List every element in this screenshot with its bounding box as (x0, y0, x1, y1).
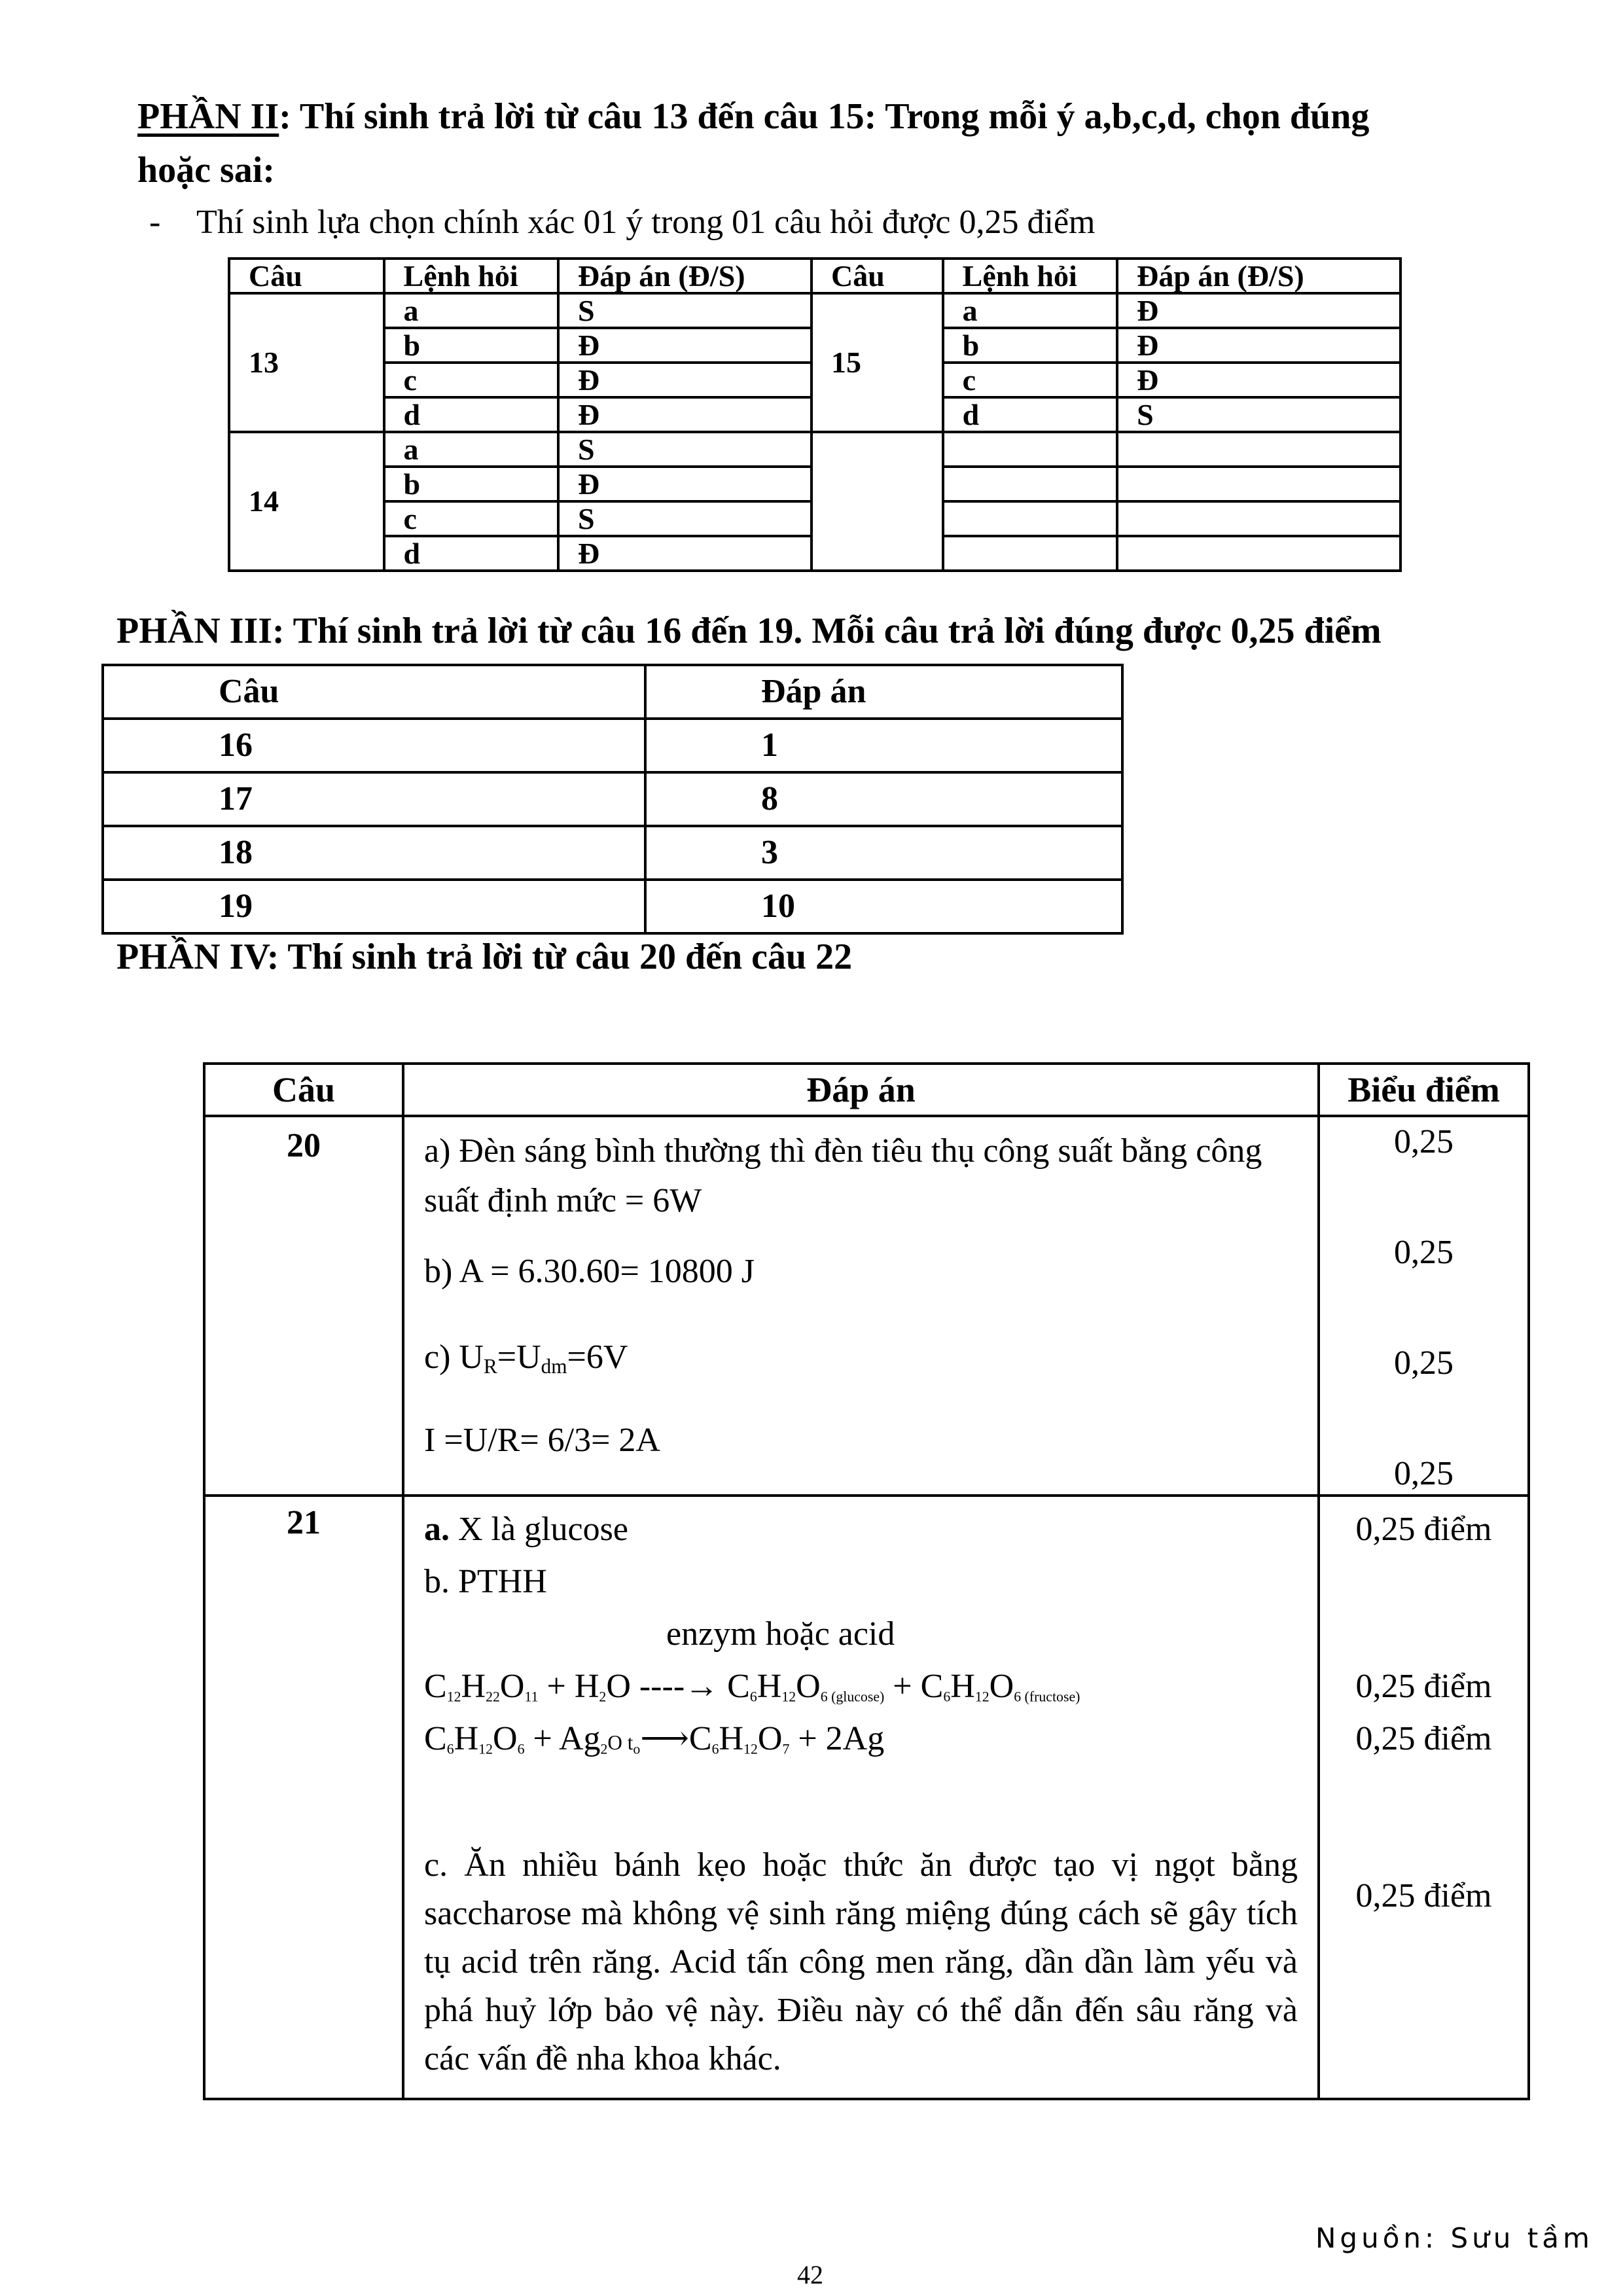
empty-cell (943, 536, 1117, 571)
part2-answer-table (228, 257, 1402, 572)
q20-part-b: b) A = 6.30.60= 10800 J (424, 1253, 755, 1290)
answer-cell: 3 (645, 826, 1122, 880)
header-cell: Biểu điểm (1319, 1064, 1529, 1116)
empty-cell (943, 432, 1117, 467)
equation-2 (424, 1713, 1298, 1769)
answer-cell: Đ (1117, 363, 1400, 397)
item-cell: a (384, 432, 558, 467)
t: H (950, 1668, 975, 1705)
empty-cell (943, 467, 1117, 501)
q20-part-c (424, 1338, 1298, 1376)
sub: 6 (446, 1741, 454, 1757)
question-number: 20 (204, 1116, 403, 1496)
page-number: 42 (797, 2260, 823, 2289)
t: H (461, 1668, 486, 1705)
t: O (499, 1668, 525, 1705)
answer-cell: Đ (558, 363, 812, 397)
sub: 22 (486, 1689, 500, 1705)
sub: o (633, 1741, 641, 1757)
score: 0,25 điểm (1355, 1720, 1492, 1757)
part3-answer-table (101, 664, 1124, 935)
answer-cell (403, 1496, 1319, 2099)
text: =U (497, 1338, 541, 1376)
sub: 6 (943, 1689, 951, 1705)
t: H (719, 1720, 744, 1757)
part2-label: PHẦN II (137, 96, 279, 137)
q21-part-b: b. PTHH (424, 1563, 547, 1600)
answer-cell: Đ (558, 328, 812, 363)
t: O (989, 1668, 1014, 1705)
table-row (103, 880, 1122, 933)
score: 0,25 (1394, 1455, 1454, 1492)
t: + H (538, 1668, 599, 1705)
sub: 12 (478, 1741, 493, 1757)
sub: 2 (599, 1689, 607, 1705)
sub: 12 (974, 1689, 990, 1705)
subscript: R (483, 1354, 497, 1378)
t: ⟶C (640, 1720, 712, 1757)
sub: 6 (fructose) (1014, 1689, 1080, 1705)
table-row (229, 293, 1400, 328)
t: O (796, 1668, 821, 1705)
text: =6V (567, 1338, 628, 1376)
answer-cell: Đ (1117, 293, 1400, 328)
part2-title-rest: : Thí sinh trả lời từ câu 13 đến câu 15: Trong mỗi ý a,b,c,d, chọn đúng (279, 96, 1370, 137)
header-cell: Lệnh hỏi (943, 259, 1117, 293)
text: c) U (424, 1338, 484, 1376)
header-cell: Lệnh hỏi (384, 259, 558, 293)
score-cell (1319, 1116, 1529, 1496)
t: + C (884, 1668, 944, 1705)
item-cell: d (384, 397, 558, 432)
q20-part-d: I =U/R= 6/3= 2A (424, 1422, 660, 1459)
answer-cell: S (1117, 397, 1400, 432)
header-cell: Câu (229, 259, 384, 293)
sub: 11 (524, 1689, 539, 1705)
label: a. (424, 1511, 450, 1548)
sub: 2 (600, 1741, 608, 1757)
table-row-q21 (204, 1496, 1529, 2099)
subscript: dm (541, 1354, 567, 1378)
item-cell: d (943, 397, 1117, 432)
empty-cell (943, 501, 1117, 536)
answer-cell: Đ (558, 397, 812, 432)
score: 0,25 điểm (1355, 1511, 1492, 1548)
sub: 6 (glucose) (820, 1689, 885, 1705)
item-cell: c (384, 363, 558, 397)
t: O (757, 1720, 783, 1757)
q20-part-a: a) Đèn sáng bình thường thì đèn tiêu thụ công suất bằng công suất định mức = 6W (424, 1132, 1262, 1219)
item-cell: c (384, 501, 558, 536)
answer-cell: S (558, 501, 812, 536)
equation-1 (424, 1660, 1298, 1713)
item-cell: d (384, 536, 558, 571)
table-row (103, 772, 1122, 826)
header-cell: Đáp án (Đ/S) (558, 259, 812, 293)
score: 0,25 (1394, 1123, 1454, 1160)
question-number: 13 (229, 293, 384, 432)
score-cell (1319, 1496, 1529, 2099)
header-cell: Đáp án (403, 1064, 1319, 1116)
sub: 12 (743, 1741, 758, 1757)
table-header-row (204, 1064, 1529, 1116)
sub: 6 (711, 1741, 719, 1757)
answer-cell: Đ (1117, 328, 1400, 363)
empty-cell (1117, 432, 1400, 467)
q21-part-c: c. Ăn nhiều bánh kẹo hoặc thức ăn được tạo vị ngọt bằng saccharose mà không vệ sinh răng miệng đúng cách sẽ gây tích tụ acid trên răng. Acid tấn công men răng, dần dần làm yếu và phá huỷ lớp bảo vệ này. Điều này có thể dẫn đến sâu răng và các vấn đề nha khoa khác. (424, 1846, 1298, 2077)
table-header-row (229, 259, 1400, 293)
question-number: 14 (229, 432, 384, 571)
header-cell: Câu (103, 665, 645, 719)
table-row (229, 432, 1400, 467)
question-number: 16 (103, 719, 645, 772)
source-note: Nguồn: Sưu tầm (1315, 2222, 1594, 2254)
question-number: 21 (204, 1496, 403, 2099)
answer-cell: S (558, 432, 812, 467)
t: H (454, 1720, 479, 1757)
part2-bullet-marker: - (149, 204, 161, 241)
reaction-condition: enzym hoặc acid (666, 1615, 895, 1653)
text: X là glucose (450, 1511, 628, 1548)
question-number: 18 (103, 826, 645, 880)
answer-cell: Đ (558, 536, 812, 571)
part4-title: PHẦN IV: Thí sinh trả lời từ câu 20 đến câu 22 (116, 937, 853, 977)
table-header-row (103, 665, 1122, 719)
sub: 12 (446, 1689, 461, 1705)
question-number: 15 (812, 293, 943, 432)
table-row (103, 719, 1122, 772)
score: 0,25 điểm (1355, 1877, 1492, 1914)
t: C (424, 1668, 447, 1705)
part2-title (137, 98, 1369, 135)
score: 0,25 điểm (1355, 1668, 1492, 1705)
item-cell: c (943, 363, 1117, 397)
item-cell: b (943, 328, 1117, 363)
answer-cell: 1 (645, 719, 1122, 772)
question-number: 19 (103, 880, 645, 933)
empty-question-cell (812, 432, 943, 571)
item-cell: b (384, 467, 558, 501)
answer-cell (403, 1116, 1319, 1496)
t: H (757, 1668, 782, 1705)
answer-cell: 8 (645, 772, 1122, 826)
header-cell: Câu (812, 259, 943, 293)
t: O ----→ C (606, 1668, 750, 1705)
q21-part-a (424, 1503, 1298, 1556)
table-row (103, 826, 1122, 880)
answer-cell: S (558, 293, 812, 328)
sub: 12 (781, 1689, 796, 1705)
part2-bullet-text: Thí sinh lựa chọn chính xác 01 ý trong 01 câu hỏi được 0,25 điểm (196, 204, 1096, 241)
sub: 6 (749, 1689, 757, 1705)
t: + Ag (524, 1720, 601, 1757)
part4-answer-table (203, 1062, 1530, 2100)
empty-cell (1117, 501, 1400, 536)
table-row-q20 (204, 1116, 1529, 1496)
sub: 6 (517, 1741, 525, 1757)
header-cell: Câu (204, 1064, 403, 1116)
item-cell: a (384, 293, 558, 328)
t: C (424, 1720, 447, 1757)
item-cell: b (384, 328, 558, 363)
header-cell: Đáp án (Đ/S) (1117, 259, 1400, 293)
sub: 7 (782, 1741, 790, 1757)
score: 0,25 (1394, 1234, 1454, 1271)
part2-title-line2: hoặc sai: (137, 150, 275, 190)
empty-cell (1117, 536, 1400, 571)
score: 0,25 (1394, 1344, 1454, 1382)
t: O (493, 1720, 518, 1757)
header-cell: Đáp án (645, 665, 1122, 719)
part3-title: PHẦN III: Thí sinh trả lời từ câu 16 đến 19. Mỗi câu trả lời đúng được 0,25 điểm (116, 611, 1382, 651)
t: O t (607, 1731, 633, 1754)
empty-cell (1117, 467, 1400, 501)
t: + 2Ag (789, 1720, 885, 1757)
answer-cell: 10 (645, 880, 1122, 933)
question-number: 17 (103, 772, 645, 826)
answer-cell: Đ (558, 467, 812, 501)
item-cell: a (943, 293, 1117, 328)
